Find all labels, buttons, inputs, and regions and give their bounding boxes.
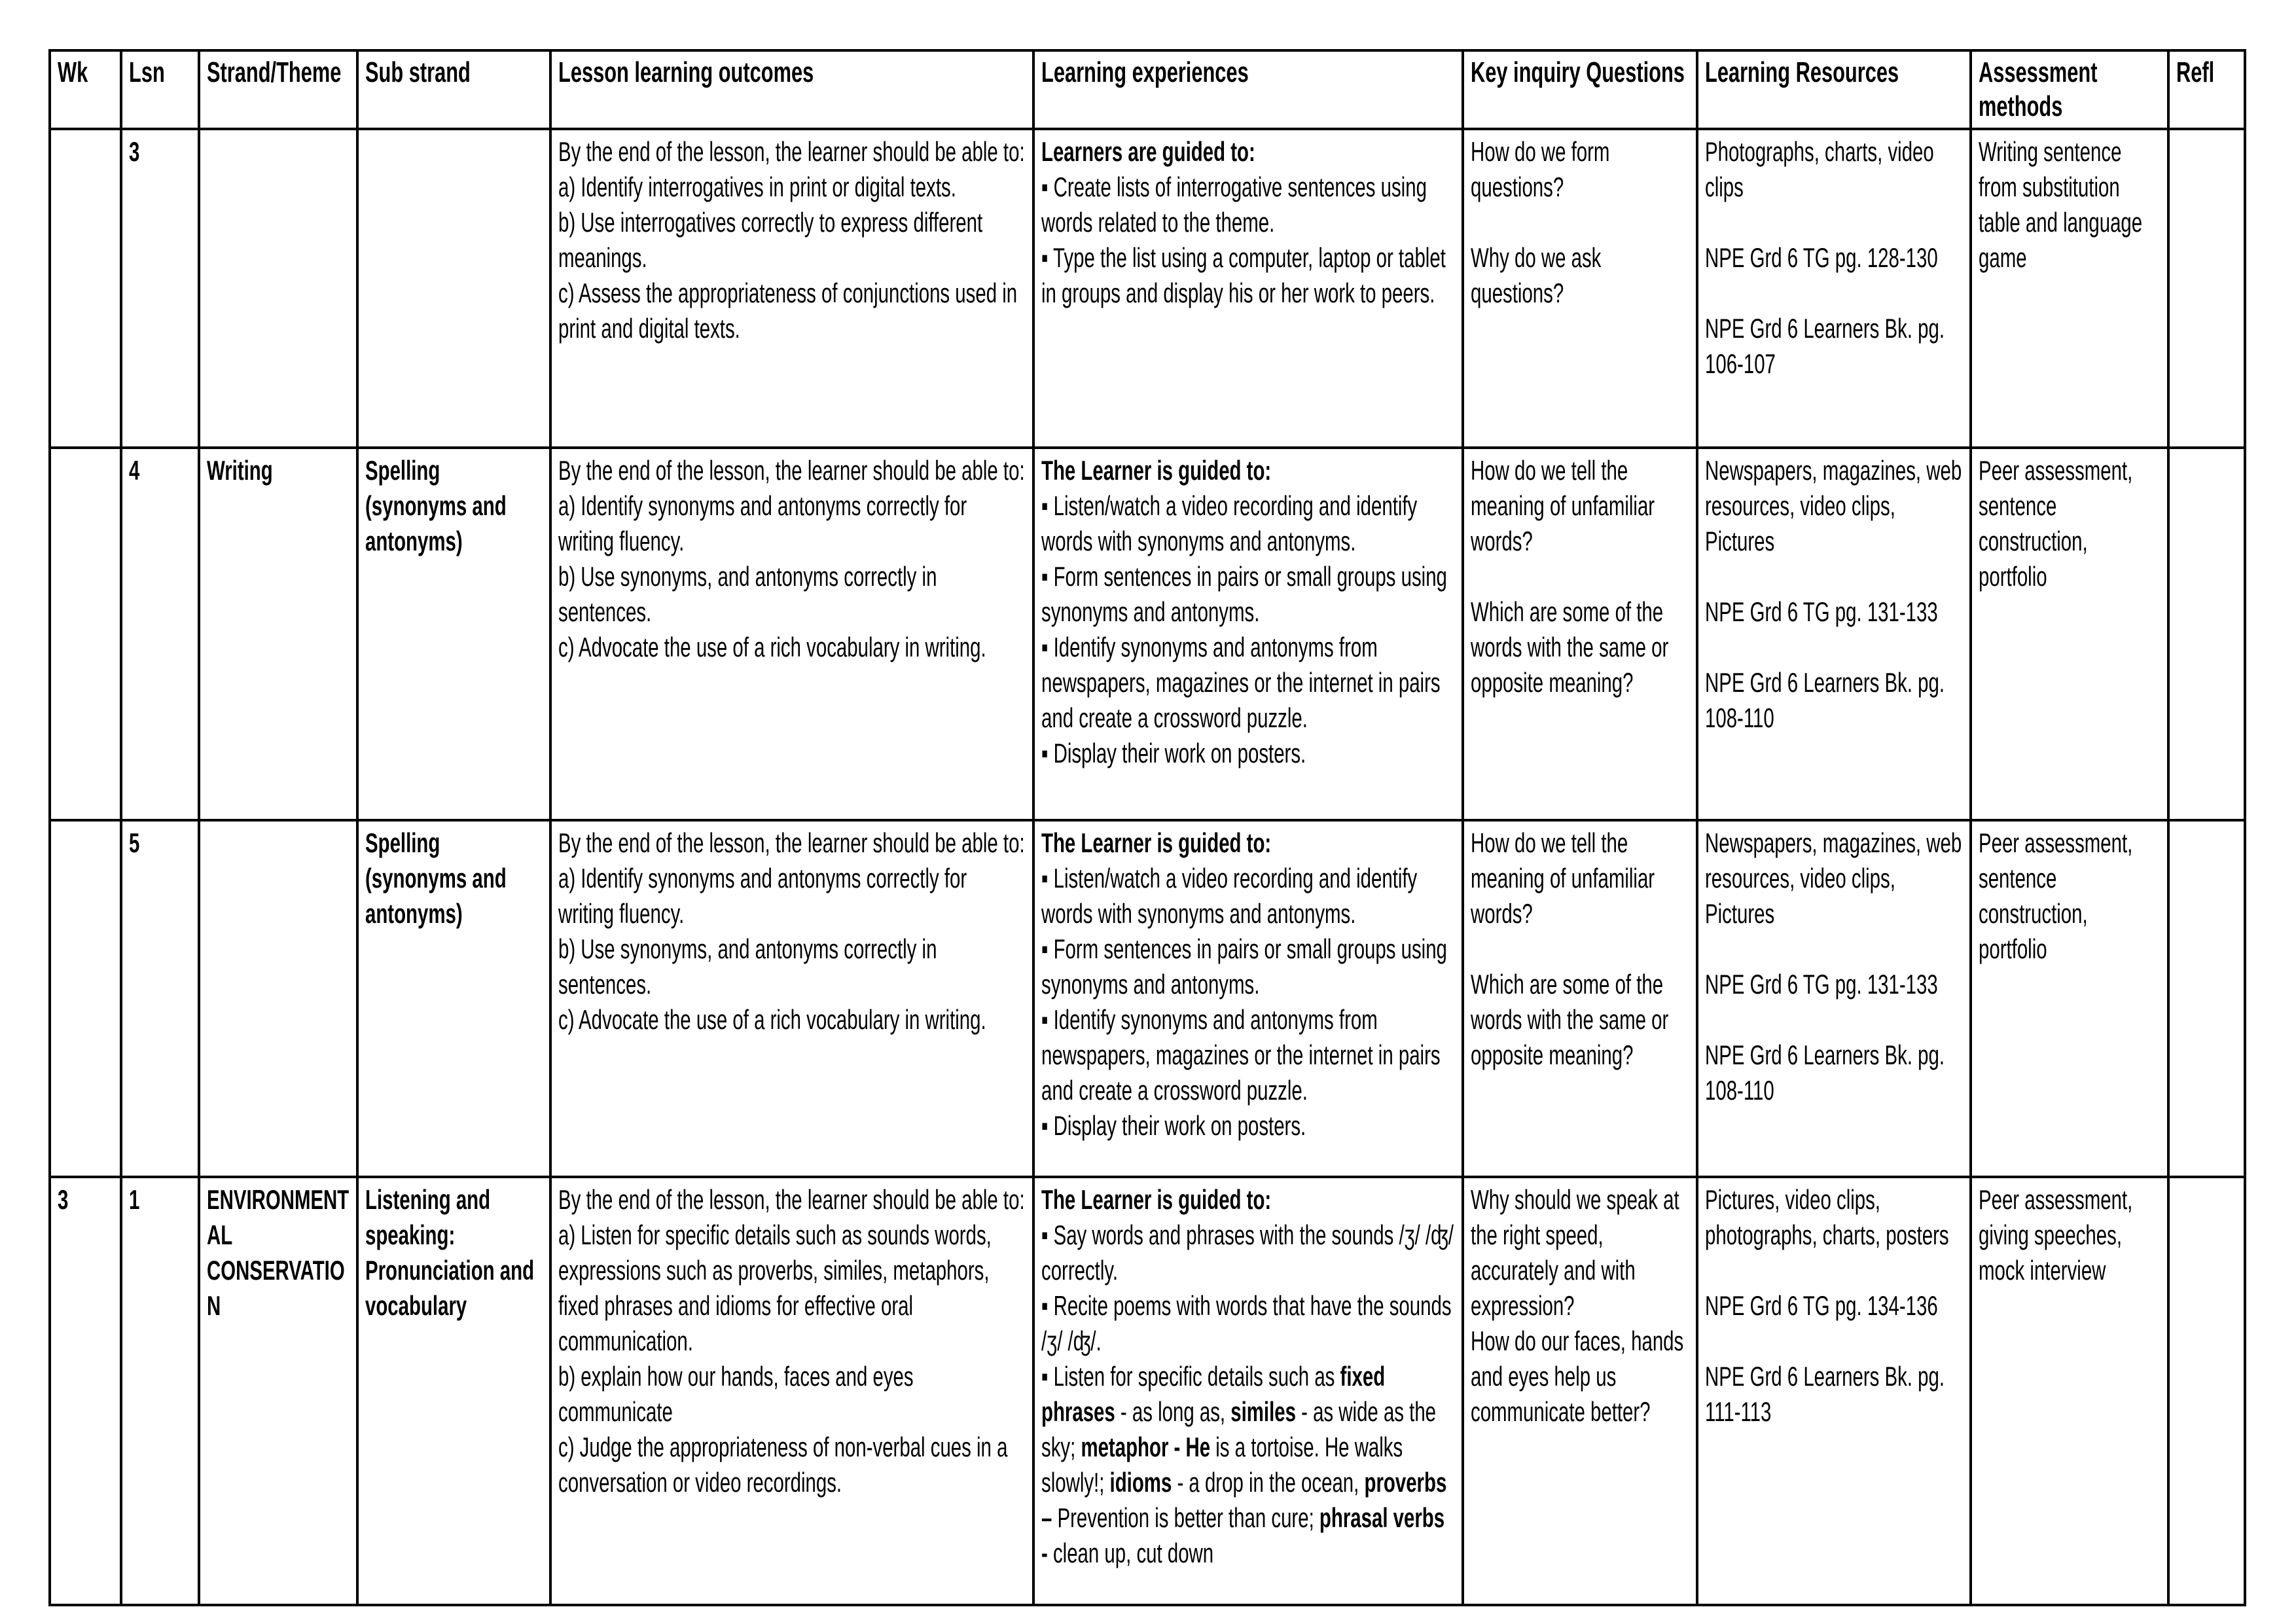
cell-outcomes: [550, 820, 1033, 1177]
cell-wk: [50, 448, 121, 820]
cell-text: Learners are guided to: ▪ Create lists of interrogative sentences using words related to the theme. ▪ Type the list using a computer, laptop or tablet in groups and display his or her work to peers.: [1041, 136, 1446, 308]
cell-sub: [357, 820, 550, 1177]
column-header-label: Sub strand: [365, 56, 471, 88]
cell-strand: [199, 129, 357, 448]
cell-resources: [1697, 448, 1971, 820]
cell-text: Listening and speaking: Pronunciation and vocabulary: [365, 1184, 535, 1321]
scheme-of-work-table: [48, 49, 2246, 1606]
cell-wk: [50, 1177, 121, 1605]
cell-experiences: [1033, 448, 1463, 820]
column-header-key-inquiry-questions: [1463, 50, 1697, 129]
cell-refl: [2168, 1177, 2245, 1605]
column-header-label: Refl: [2176, 56, 2215, 88]
column-header-assessment-methods: [1971, 50, 2168, 129]
table-row: [50, 129, 2245, 448]
cell-resources: [1697, 820, 1971, 1177]
cell-strand: [199, 448, 357, 820]
cell-sub: [357, 448, 550, 820]
cell-experiences: [1033, 820, 1463, 1177]
cell-inquiry: [1463, 1177, 1697, 1605]
column-header-label: Lesson learning outcomes: [558, 56, 814, 88]
column-header-learning-experiences: [1033, 50, 1463, 129]
table-row: [50, 1177, 2245, 1605]
column-header-label: Lsn: [129, 56, 165, 88]
cell-text: By the end of the lesson, the learner should be able to: a) Identify interrogatives in print or digital texts. b) Use interrogatives correctly to express different meanings. c) Assess the appropriateness of conjunctions used in print and digital texts.: [558, 136, 1025, 344]
column-header-label: Learning experiences: [1041, 56, 1249, 88]
column-header-label: Strand/Theme: [207, 56, 342, 88]
cell-text: Peer assessment, sentence construction, portfolio: [1979, 827, 2133, 964]
cell-assessment: [1971, 129, 2168, 448]
cell-wk: [50, 129, 121, 448]
cell-resources: [1697, 1177, 1971, 1605]
column-header-strand-theme: [199, 50, 357, 129]
cell-text: 3: [129, 136, 140, 167]
table-header-row: [50, 50, 2245, 129]
cell-text: 3: [58, 1184, 69, 1215]
cell-text: Pictures, video clips, photographs, charts, posters NPE Grd 6 TG pg. 134-136 NPE Grd 6 Learners Bk. pg. 111-113: [1705, 1184, 1949, 1427]
cell-text: Writing sentence from substitution table and language game: [1979, 136, 2143, 273]
cell-text: 1: [129, 1184, 140, 1215]
cell-text: 4: [129, 455, 140, 486]
cell-text: Peer assessment, giving speeches, mock interview: [1979, 1184, 2133, 1286]
cell-text: Newspapers, magazines, web resources, video clips, Pictures NPE Grd 6 TG pg. 131-133 NPE Grd 6 Learners Bk. pg. 108-110: [1705, 455, 1962, 733]
cell-text: Writing: [207, 455, 273, 486]
cell-sub: [357, 1177, 550, 1605]
column-header-refl: [2168, 50, 2245, 129]
cell-text: Spelling (synonyms and antonyms): [365, 455, 507, 556]
column-header-learning-resources: [1697, 50, 1971, 129]
cell-text: Why should we speak at the right speed, accurately and with expression? How do our faces, hands and eyes help us communicate better?: [1471, 1184, 1684, 1427]
cell-assessment: [1971, 448, 2168, 820]
cell-lsn: [121, 129, 199, 448]
column-header-sub-strand: [357, 50, 550, 129]
cell-text: By the end of the lesson, the learner should be able to: a) Listen for specific details such as sounds words, expressions such as proverbs, similes, metaphors, fixed phrases and idioms for effective oral communication. b) explain how our hands, faces and eyes communicate c) Judge the appropriateness of non-verbal cues in a conversation or video recordings.: [558, 1184, 1025, 1498]
cell-text: Newspapers, magazines, web resources, video clips, Pictures NPE Grd 6 TG pg. 131-133 NPE Grd 6 Learners Bk. pg. 108-110: [1705, 827, 1962, 1106]
cell-text: How do we form questions? Why do we ask questions?: [1471, 136, 1610, 308]
column-header-label: Wk: [58, 56, 88, 88]
cell-text: The Learner is guided to: ▪ Listen/watch a video recording and identify words with synonyms and antonyms. ▪ Form sentences in pairs or small groups using synonyms and antonyms. ▪ Identify synonyms and antonyms from newspapers, magazines or the internet in pairs and create a crossword puzzle. ▪ Display their work on posters.: [1041, 827, 1447, 1141]
cell-sub: [357, 129, 550, 448]
cell-lsn: [121, 820, 199, 1177]
cell-assessment: [1971, 1177, 2168, 1605]
column-header-label: Key inquiry Questions: [1471, 56, 1685, 88]
column-header-label: Learning Resources: [1705, 56, 1899, 88]
cell-text: By the end of the lesson, the learner should be able to: a) Identify synonyms and antonyms correctly for writing fluency. b) Use synonyms, and antonyms correctly in sentences. c) Advocate the use of a rich vocabulary in writing.: [558, 827, 1025, 1035]
table-row: [50, 820, 2245, 1177]
cell-text: Photographs, charts, video clips NPE Grd 6 TG pg. 128-130 NPE Grd 6 Learners Bk. pg. 106-107: [1705, 136, 1945, 379]
table-row: [50, 448, 2245, 820]
cell-assessment: [1971, 820, 2168, 1177]
cell-inquiry: [1463, 820, 1697, 1177]
cell-experiences: [1033, 129, 1463, 448]
column-header-lsn: [121, 50, 199, 129]
column-header-lesson-learning-outcomes: [550, 50, 1033, 129]
cell-outcomes: [550, 448, 1033, 820]
cell-strand: [199, 1177, 357, 1605]
cell-text: Spelling (synonyms and antonyms): [365, 827, 507, 929]
cell-strand: [199, 820, 357, 1177]
cell-refl: [2168, 820, 2245, 1177]
cell-experiences: [1033, 1177, 1463, 1605]
cell-outcomes: [550, 1177, 1033, 1605]
table-body: [50, 129, 2245, 1605]
cell-lsn: [121, 448, 199, 820]
cell-inquiry: [1463, 129, 1697, 448]
column-header-wk: [50, 50, 121, 129]
cell-wk: [50, 820, 121, 1177]
cell-text: How do we tell the meaning of unfamiliar words? Which are some of the words with the same or opposite meaning?: [1471, 455, 1669, 698]
cell-text: How do we tell the meaning of unfamiliar words? Which are some of the words with the same or opposite meaning?: [1471, 827, 1669, 1070]
cell-text: The Learner is guided to: ▪ Listen/watch a video recording and identify words with synonyms and antonyms. ▪ Form sentences in pairs or small groups using synonyms and antonyms. ▪ Identify synonyms and antonyms from newspapers, magazines or the internet in pairs and create a crossword puzzle. ▪ Display their work on posters.: [1041, 455, 1447, 768]
cell-lsn: [121, 1177, 199, 1605]
cell-refl: [2168, 448, 2245, 820]
column-header-label: Assessment methods: [1979, 56, 2098, 122]
cell-text: Peer assessment, sentence construction, portfolio: [1979, 455, 2133, 592]
cell-outcomes: [550, 129, 1033, 448]
cell-text: The Learner is guided to: ▪ Say words and phrases with the sounds /ʒ/ /ʤ/ correctly. ▪ Recite poems with words that have the sounds /ʒ/ /ʤ/. ▪ Listen for specific details such as fixed phrases - as long as, similes - as wide as the sky; metaphor - He is a tortoise. He walks slowly!; idioms - a drop in the ocean, proverbs – Prevention is better than cure; phrasal verbs - clean up, cut down: [1041, 1184, 1454, 1568]
cell-text: By the end of the lesson, the learner should be able to: a) Identify synonyms and antonyms correctly for writing fluency. b) Use synonyms, and antonyms correctly in sentences. c) Advocate the use of a rich vocabulary in writing.: [558, 455, 1025, 662]
cell-refl: [2168, 129, 2245, 448]
cell-text: 5: [129, 827, 140, 858]
cell-resources: [1697, 129, 1971, 448]
cell-inquiry: [1463, 448, 1697, 820]
cell-text: ENVIRONMENTAL CONSERVATION: [207, 1184, 350, 1321]
